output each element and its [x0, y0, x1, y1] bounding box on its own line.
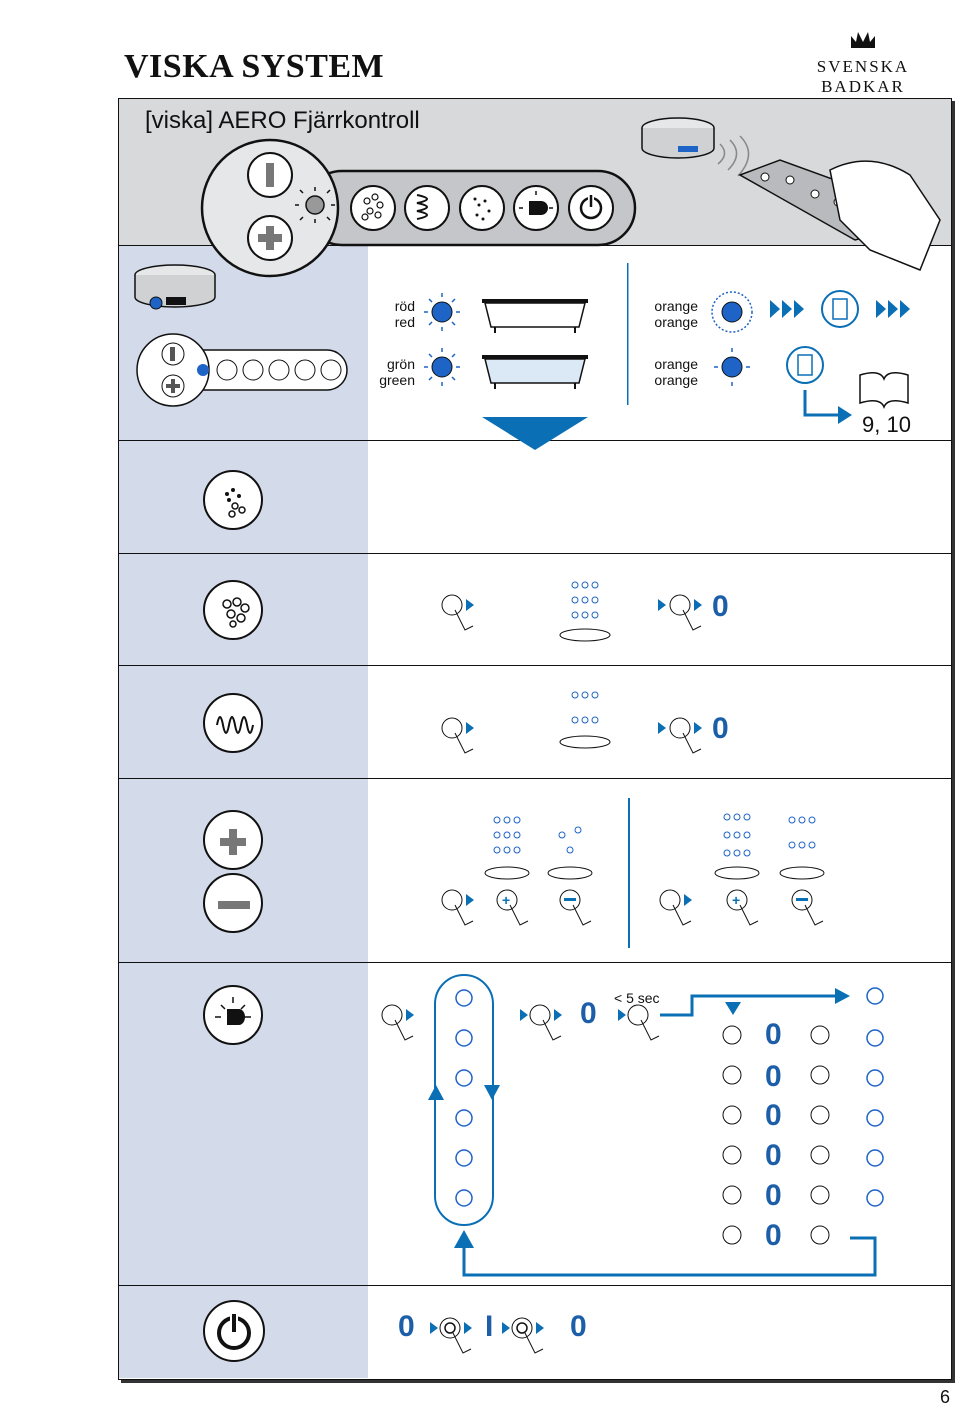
zero-label: 0 — [398, 1310, 415, 1343]
time-hint: < 5 sec — [614, 990, 660, 1006]
panel-led-illustration — [135, 330, 355, 410]
hand-press-column-right — [811, 1026, 829, 1244]
status-orange-b: orange — [654, 372, 698, 388]
page-reference: 9, 10 — [862, 412, 911, 437]
svg-text:+: + — [502, 892, 511, 908]
zero-label: 0 — [570, 1310, 587, 1343]
bubble-button[interactable] — [203, 580, 263, 640]
status-orange-b: orange — [654, 314, 698, 330]
page-number: 6 — [939, 1387, 950, 1407]
minus-icon — [205, 875, 265, 935]
bubble-column-icon — [560, 692, 610, 748]
power-icon — [205, 1302, 265, 1362]
zero-label: 0 — [712, 590, 729, 623]
light-icon — [205, 987, 265, 1047]
svg-text:+: + — [732, 892, 741, 908]
remote-device-illustration — [640, 120, 940, 270]
hand-press-icon — [520, 1005, 562, 1040]
light-button[interactable] — [203, 985, 263, 1045]
hand-press-icon — [658, 595, 702, 630]
hand-press-icon — [442, 890, 474, 925]
status-red-sv: röd — [394, 298, 415, 314]
status-orange-a: orange — [654, 298, 698, 314]
hand-press-icon — [442, 595, 474, 630]
hand-press-icon — [442, 718, 474, 753]
page-title: VISKA SYSTEM — [124, 48, 385, 85]
zero-label: 0 — [765, 1139, 782, 1172]
plus-button[interactable] — [203, 810, 263, 870]
hand-press-icon — [660, 890, 692, 925]
hand-press-plus-icon — [497, 890, 528, 925]
remote-panel-illustration — [195, 135, 645, 285]
power-button[interactable] — [203, 1300, 265, 1362]
led-orange-icon — [714, 348, 750, 386]
zero-label: 0 — [765, 1060, 782, 1093]
spray-icon — [205, 472, 265, 532]
status-green-en: green — [379, 372, 415, 388]
plus-icon — [205, 812, 265, 872]
bubble-wave-sequences — [440, 570, 740, 770]
crown-icon — [848, 30, 878, 50]
bathtub-empty-icon — [482, 299, 588, 333]
triple-arrow-icon — [770, 300, 804, 318]
rotate-person-icon — [787, 347, 823, 383]
brand-name: SVENSKA BADKAR — [816, 57, 910, 96]
status-red-en: red — [394, 314, 415, 330]
hand-press-power-icon — [440, 1318, 471, 1353]
divider — [119, 962, 951, 963]
zero-label: 0 — [580, 997, 597, 1030]
bubble-icon — [205, 582, 265, 642]
power-sequence — [430, 1310, 560, 1360]
divider — [119, 1285, 951, 1286]
hand-press-minus-icon — [792, 890, 823, 925]
divider — [119, 553, 951, 554]
hand-press-column-left — [723, 1026, 741, 1244]
zero-label: 0 — [765, 1219, 782, 1252]
hand-press-icon — [382, 1005, 414, 1040]
divider — [119, 778, 951, 779]
wave-button[interactable] — [203, 693, 263, 753]
bathtub-full-icon — [482, 355, 588, 389]
led-red-icon — [424, 293, 460, 331]
receiver-led-illustration — [130, 265, 220, 325]
zero-label: 0 — [765, 1018, 782, 1051]
rotate-person-icon — [822, 291, 858, 327]
led-orange-icon — [712, 292, 752, 332]
minus-button[interactable] — [203, 873, 263, 933]
status-green-label — [355, 356, 415, 388]
light-sequence-diagram — [380, 970, 900, 1280]
zero-label: 0 — [765, 1179, 782, 1212]
hand-press-power-icon — [512, 1318, 543, 1353]
hand-press-plus-icon — [727, 890, 758, 925]
book-icon — [860, 373, 908, 407]
triple-arrow-icon — [876, 300, 910, 318]
status-red-label — [355, 298, 415, 330]
status-orange-a: orange — [654, 356, 698, 372]
zero-label: 0 — [765, 1099, 782, 1132]
wave-icon — [205, 695, 265, 755]
hand-press-minus-icon — [560, 890, 591, 925]
led-green-icon — [424, 348, 460, 386]
bubble-column-icon — [560, 582, 610, 641]
spray-button[interactable] — [203, 470, 263, 530]
hand-press-icon — [618, 1005, 659, 1040]
zero-label: 0 — [712, 712, 729, 745]
intensity-sequences — [440, 805, 830, 935]
hand-press-icon — [658, 718, 702, 753]
subtitle: [viska] AERO Fjärrkontroll — [145, 107, 420, 134]
status-green-sv: grön — [386, 356, 415, 372]
on-symbol: I — [485, 1310, 494, 1343]
